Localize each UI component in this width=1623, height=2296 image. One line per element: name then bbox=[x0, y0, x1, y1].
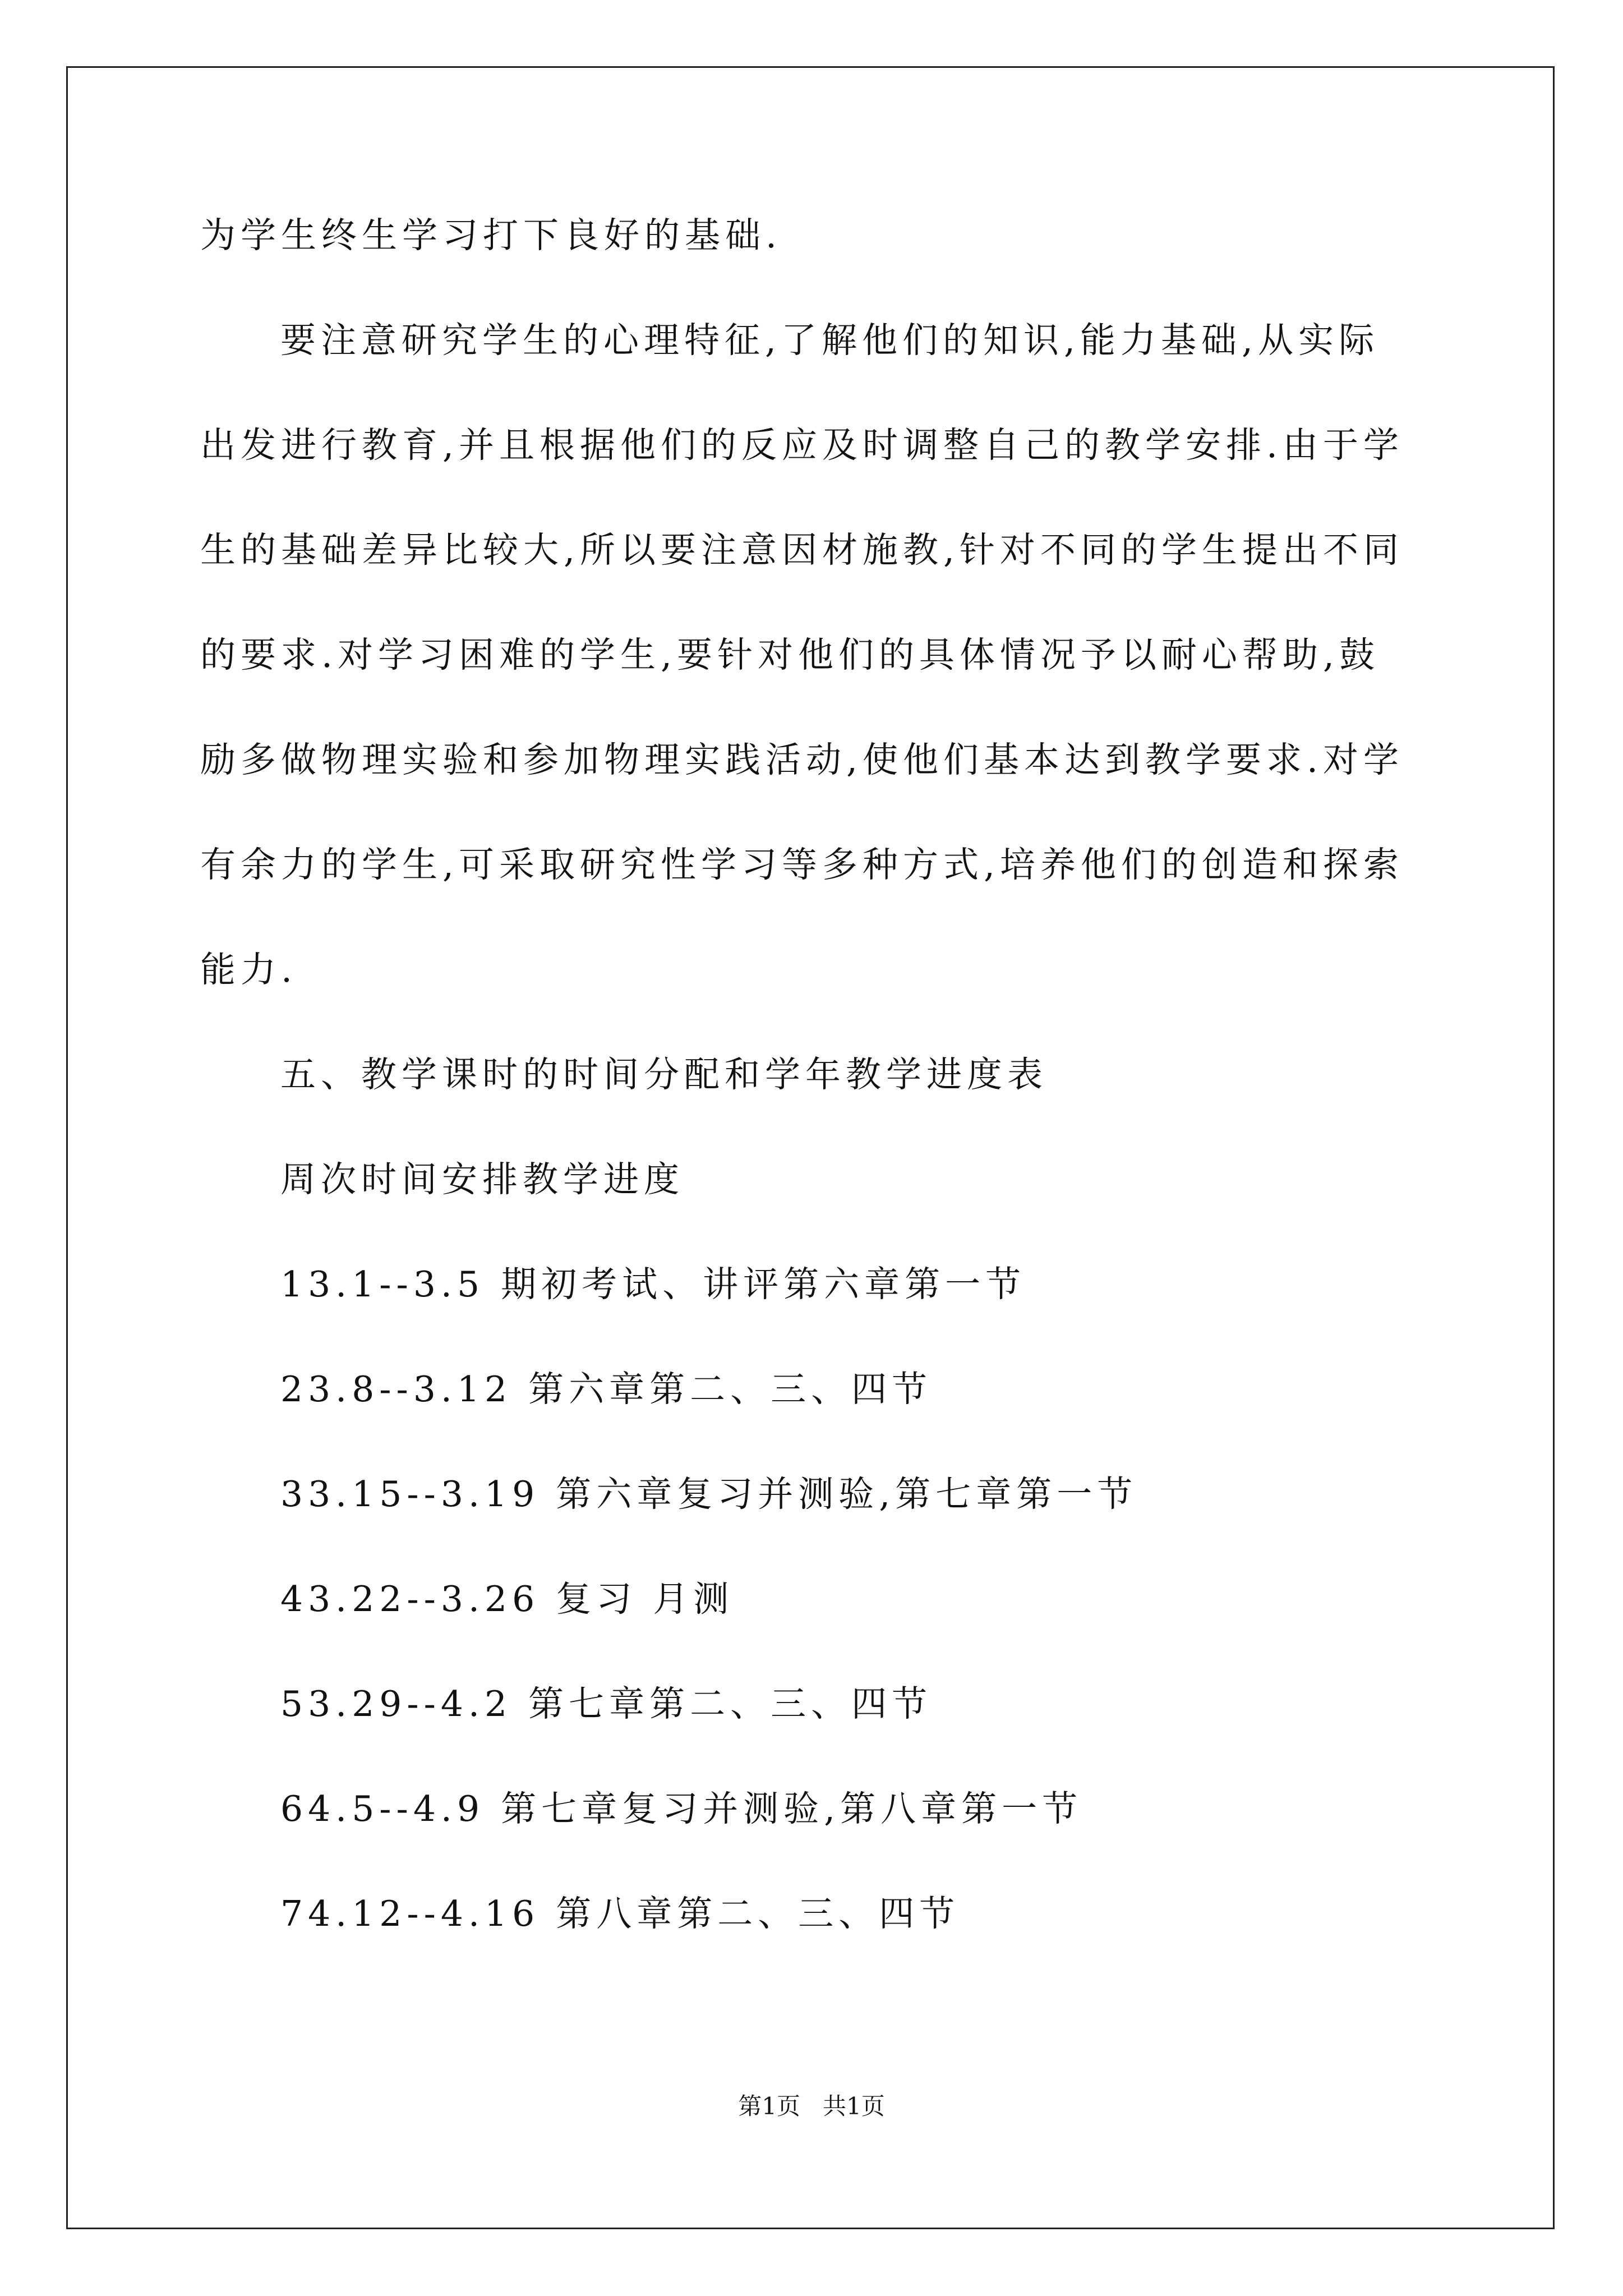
text-line-2: 要注意研究学生的心理特征,了解他们的知识,能力基础,从实际 bbox=[280, 320, 1380, 361]
text-line-1: 为学生终生学习打下良好的基础. bbox=[200, 215, 782, 256]
schedule-row-2: 23.8--3.12 第六章第二、三、四节 bbox=[280, 1369, 933, 1410]
schedule-row-1: 13.1--3.5 期初考试、讲评第六章第一节 bbox=[280, 1264, 1026, 1305]
page-footer: 第1页 共1页 bbox=[738, 2092, 885, 2120]
schedule-row-3: 33.15--3.19 第六章复习并测验,第七章第一节 bbox=[280, 1474, 1138, 1515]
section-heading: 五、教学课时的时间分配和学年教学进度表 bbox=[280, 1054, 1048, 1095]
text-line-6: 励多做物理实验和参加物理实践活动,使他们基本达到教学要求.对学 bbox=[200, 739, 1404, 780]
schedule-row-5: 53.29--4.2 第七章第二、三、四节 bbox=[280, 1683, 933, 1724]
schedule-row-4: 43.22--3.26 复习 月测 bbox=[280, 1579, 734, 1619]
text-line-5: 的要求.对学习困难的学生,要针对他们的具体情况予以耐心帮助,鼓 bbox=[200, 634, 1380, 675]
text-line-4: 生的基础差异比较大,所以要注意因材施教,针对不同的学生提出不同 bbox=[200, 530, 1404, 570]
schedule-header: 周次时间安排教学进度 bbox=[280, 1159, 684, 1200]
schedule-row-6: 64.5--4.9 第七章复习并测验,第八章第一节 bbox=[280, 1788, 1083, 1829]
text-line-3: 出发进行教育,并且根据他们的反应及时调整自己的教学安排.由于学 bbox=[200, 425, 1404, 466]
schedule-row-7: 74.12--4.16 第八章第二、三、四节 bbox=[280, 1893, 960, 1934]
text-line-7: 有余力的学生,可采取研究性学习等多种方式,培养他们的创造和探索 bbox=[200, 844, 1404, 885]
text-line-8: 能力. bbox=[200, 949, 298, 990]
